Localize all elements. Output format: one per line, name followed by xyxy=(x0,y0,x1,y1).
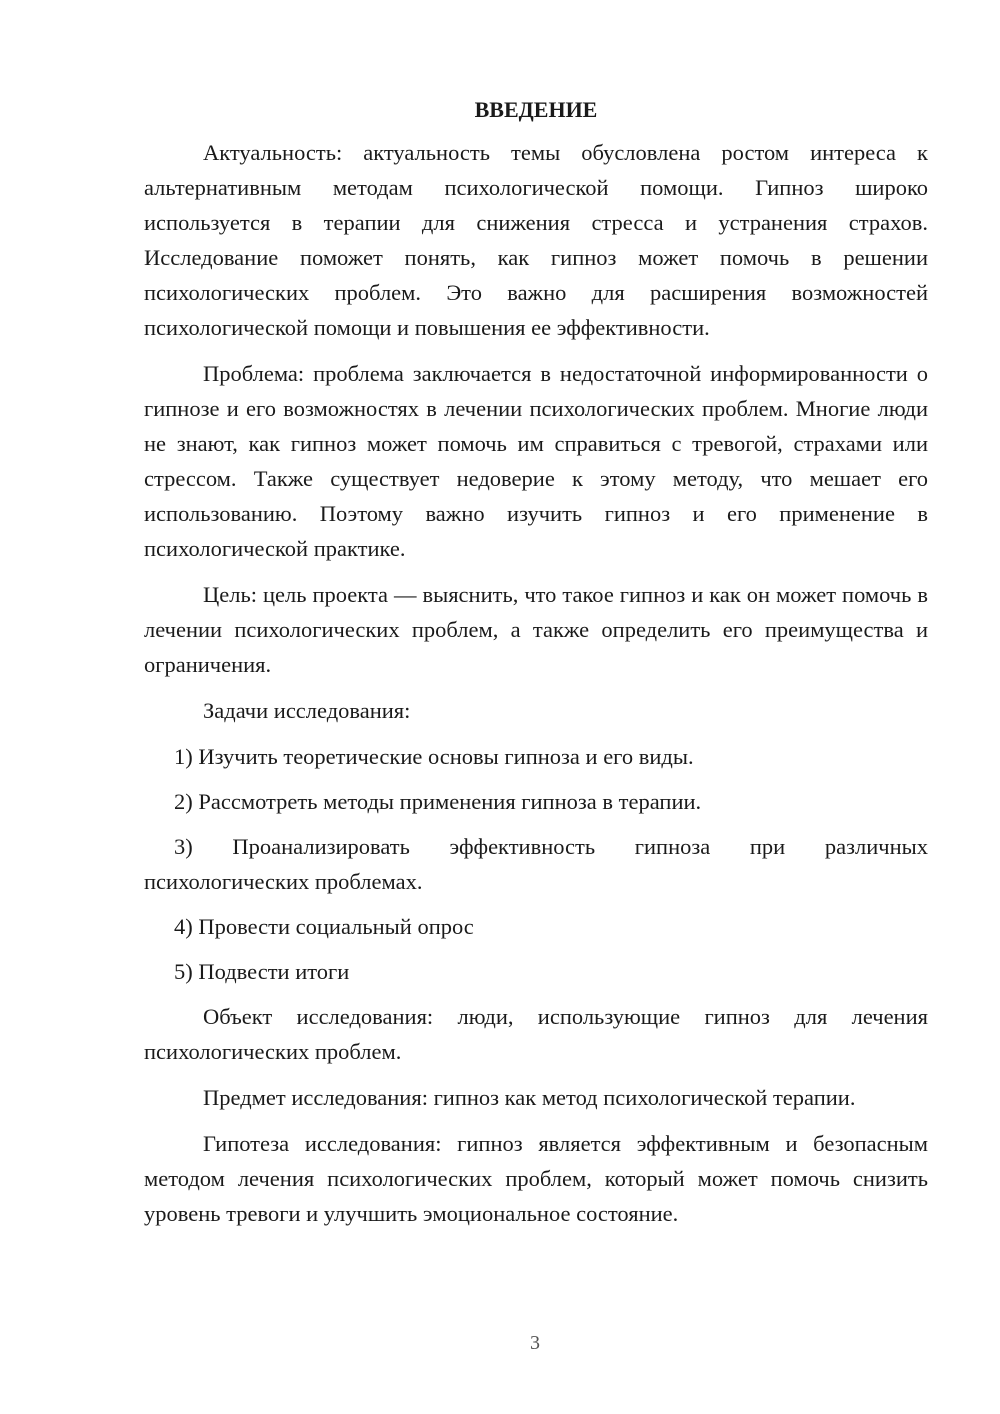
document-page xyxy=(144,95,928,1242)
subject-paragraph: Предмет исследования: гипноз как метод психологической терапии. xyxy=(203,1085,856,1110)
task-item-2: 2) Рассмотреть методы применения гипноза в терапии. xyxy=(174,789,702,814)
goal-paragraph: Цель: цель проекта — выяснить, что такое гипноз и как он может помочь в лечении психологических проблем, а также определить его преимущества и ограничения. xyxy=(144,582,928,677)
hypothesis-paragraph: Гипотеза исследования: гипноз является эффективным и безопасным методом лечения психологических проблем, который может помочь снизить уровень тревоги и улучшить эмоциональное состояние. xyxy=(144,1131,928,1226)
task-item-3: 3) Проанализировать эффективность гипноза при различных психологических проблемах. xyxy=(144,834,928,894)
task-item-5: 5) Подвести итоги xyxy=(174,959,350,984)
problem-paragraph: Проблема: проблема заключается в недостаточной информированности о гипнозе и его возможностях в лечении психологических проблем. Многие люди не знают, как гипноз может помочь им справиться с тревогой, страхами или стрессом. Также существует недоверие к этому методу, что мешает его использованию. Поэтому важно изучить гипноз и его применение в психологической практике. xyxy=(144,361,928,561)
task-item-1: 1) Изучить теоретические основы гипноза и его виды. xyxy=(174,744,694,769)
page-title: ВВЕДЕНИЕ xyxy=(474,97,598,122)
object-paragraph: Объект исследования: люди, использующие гипноз для лечения психологических проблем. xyxy=(144,1004,928,1064)
relevance-paragraph: Актуальность: актуальность темы обусловлена ростом интереса к альтернативным методам психологической помощи. Гипноз широко используется в терапии для снижения стресса и устранения страхов. Исследование поможет понять, как гипноз может помочь в решении психологических проблем. Это важно для расширения возможностей психологической помощи и повышения ее эффективности. xyxy=(144,140,928,340)
task-item-4: 4) Провести социальный опрос xyxy=(174,914,474,939)
page-number: 3 xyxy=(530,1332,540,1354)
tasks-heading: Задачи исследования: xyxy=(203,698,411,723)
